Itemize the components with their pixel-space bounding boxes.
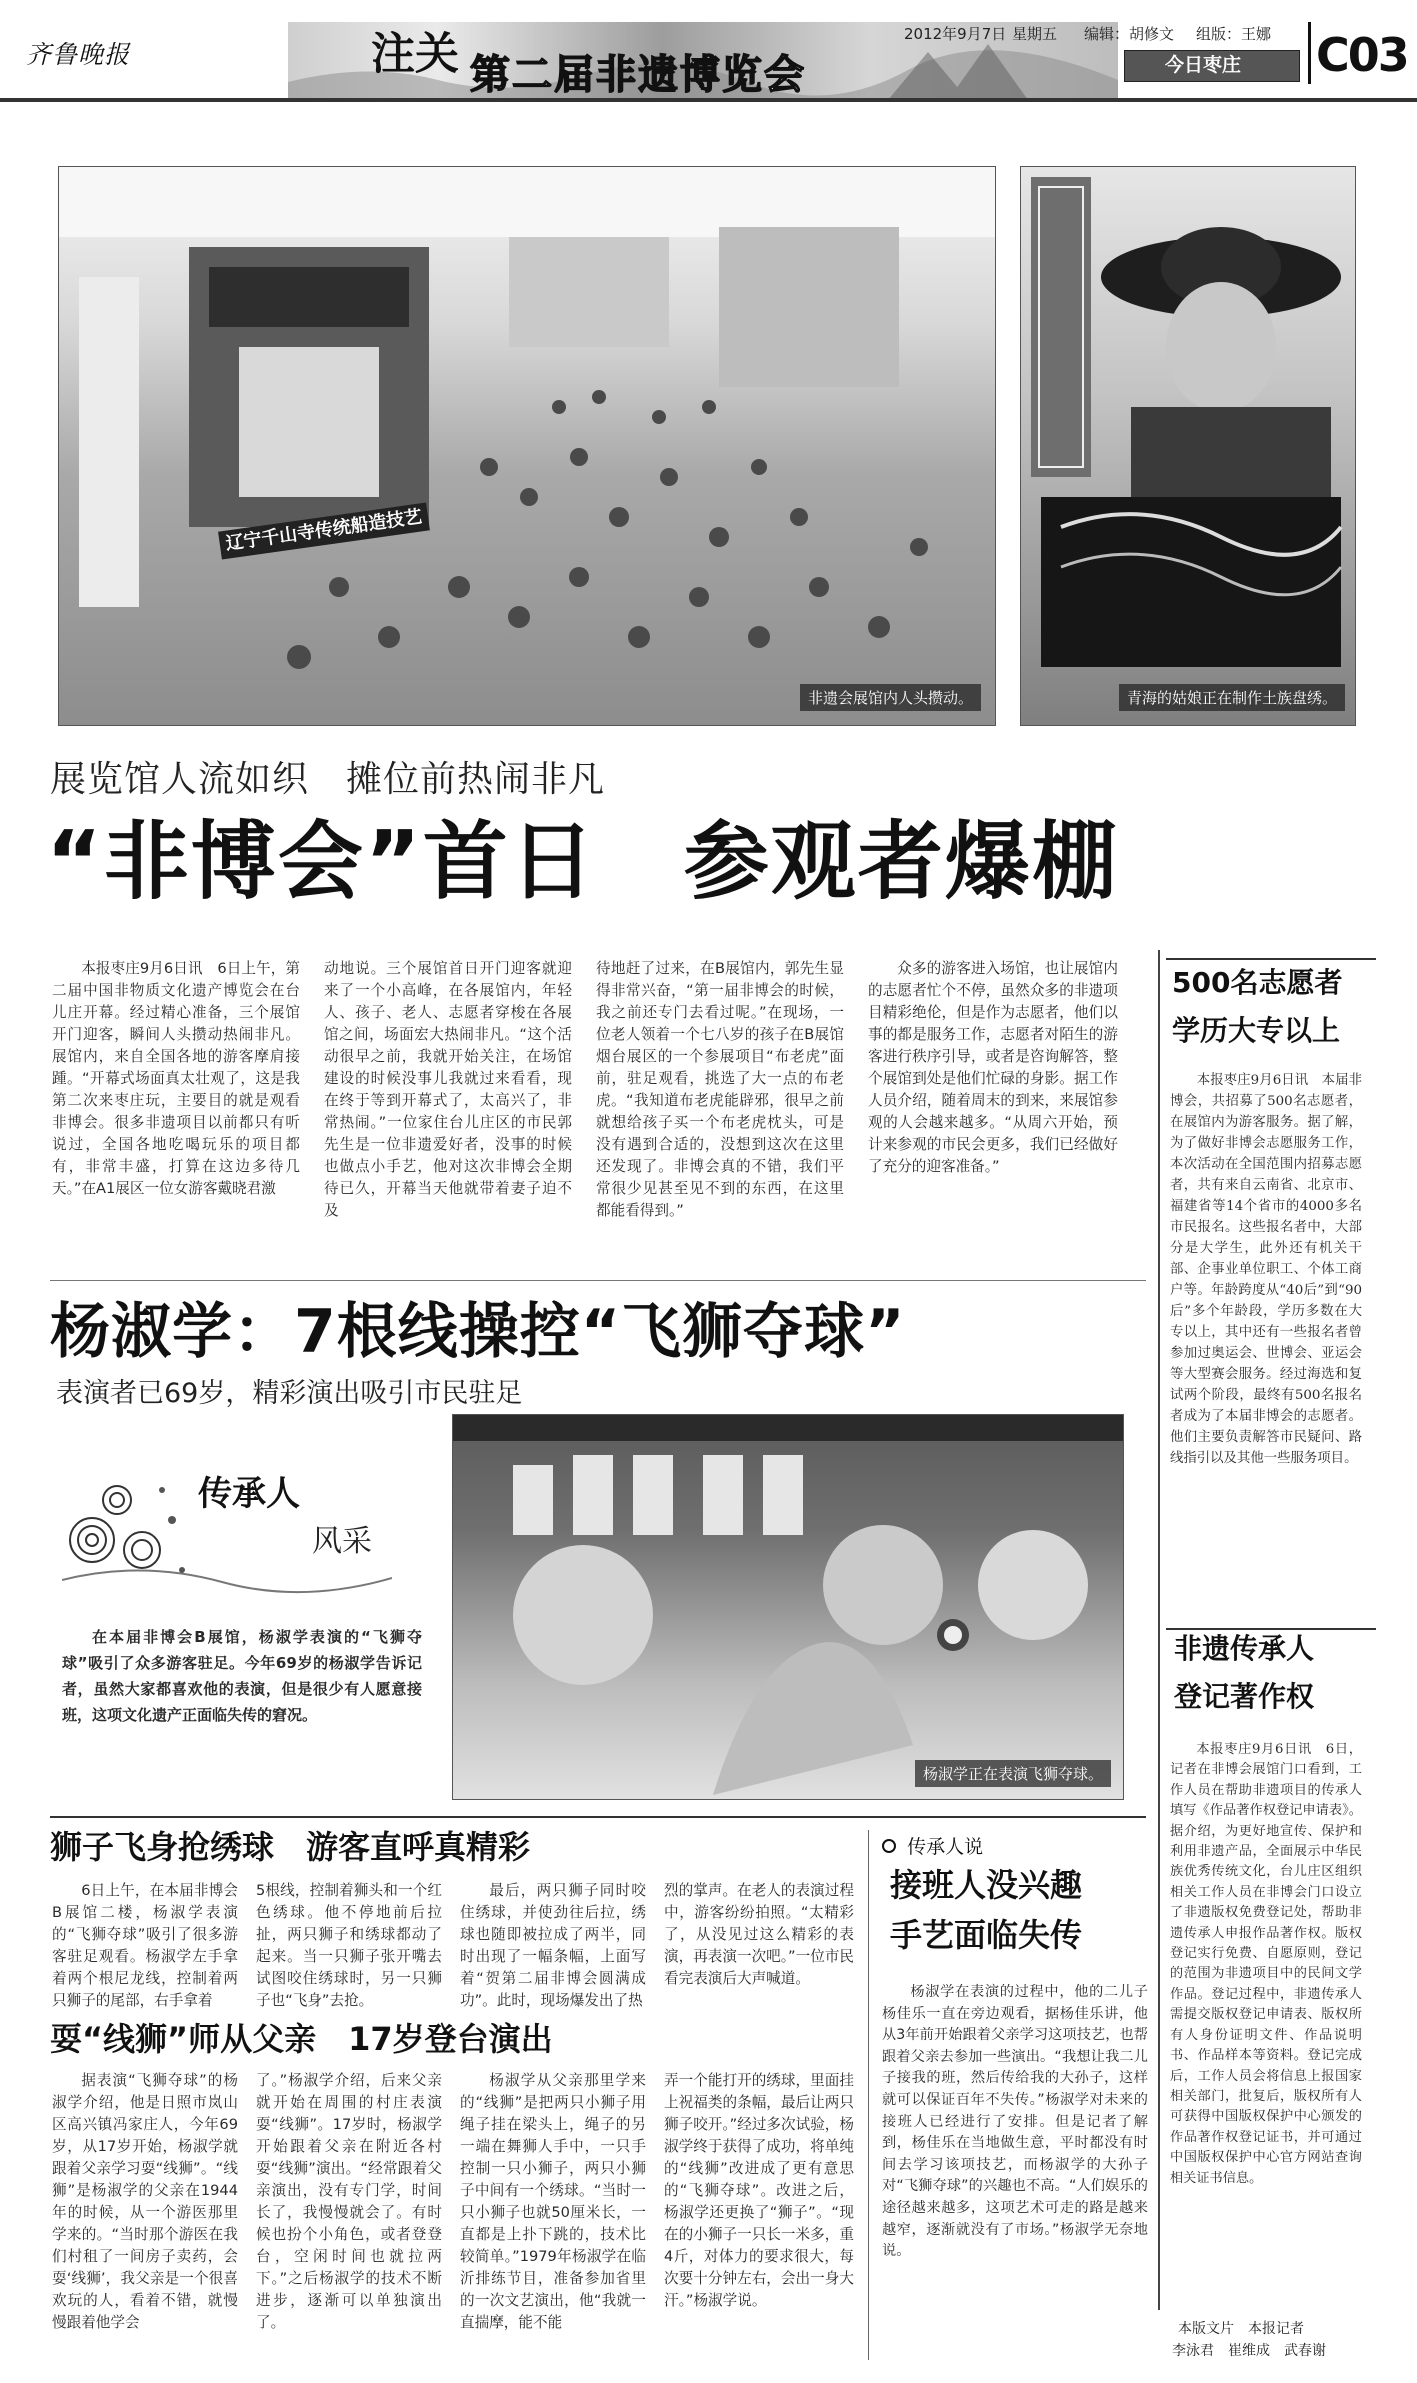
badge-text-1: 传承人 xyxy=(198,1474,300,1514)
lion-dance-photo xyxy=(452,1414,1124,1800)
side1-body: 本报枣庄9月6日讯 本届非博会，共招募了500名志愿者，在展馆内为游客服务。据了解，为了做好非博会志愿服务工作，本次活动在全国范围内招募志愿者，共有来自云南省、北京市、福建省等14个省市的4000多名市民报名。这些报名者中，大部分是大学生，此外还有机关干部、企事业单位职工、个体工商户等。年龄跨度从“40后”到“90后”多个年龄段，学历多数在大专以上，其中还有一些报名者曾参加过奥运会、世博会、亚运会等大型赛会服务。经过海选和复试两个阶段，最终有500名报名者成为了本届非博会的志愿者。他们主要负责解答市民疑问、路线指引以及其他一些服务项目。 xyxy=(1170,1073,1362,1466)
speech-bullet-icon xyxy=(882,1839,896,1853)
issue-weekday: 星期五 xyxy=(1012,25,1058,43)
page-divider xyxy=(1308,22,1311,84)
page-number: C03 xyxy=(1316,28,1408,82)
exhibition-hall-photo xyxy=(58,166,996,726)
banner-title: 第二届非遗博览会 xyxy=(470,52,806,98)
story1-kicker: 展览馆人流如织 摊位前热闹非凡 xyxy=(50,759,606,800)
section-name: 今日枣庄 xyxy=(1165,54,1242,76)
photo-credit-line2: 李泳君 崔维成 武春谢 xyxy=(1172,2343,1326,2359)
section-b-col2: 了。”杨淑学介绍，后来父亲就开始在周围的村庄表演耍“线狮”。17岁时，杨淑学开始跟着父亲在附近各村耍“线狮”演出。“经常跟着父亲演出，没有专门学，时间长了，我慢慢就会了。有时候也扮个小角色，或者登登台，空闲时间也就拉两下。”之后杨淑学的技术不断进步，逐渐可以单独演出了。 xyxy=(256,2072,442,2331)
mid-sidebar-left-rule xyxy=(868,1830,869,2360)
section-b-col1: 据表演“飞狮夺球”的杨淑学介绍，他是日照市岚山区高兴镇冯家庄人，今年69岁，从17岁开始，杨淑学就跟着父亲学习耍“线狮”。“线狮”是杨淑学的父亲在1944年的时候，从一个游医那里学来的。“当时那个游医在我们村租了一间房子卖药，会耍‘线狮’，我父亲是一个很喜欢玩的人，看着不错，就慢慢跟着他学会 xyxy=(52,2072,238,2331)
lion-dance-illustration xyxy=(453,1415,1124,1800)
issue-date: 2012年9月7日 xyxy=(904,25,1007,43)
lion-dance-caption: 杨淑学正在表演飞狮夺球。 xyxy=(915,1760,1111,1787)
mid-sidebar-body: 杨淑学在表演的过程中，他的二儿子杨佳乐一直在旁边观看，据杨佳乐讲，他从3年前开始跟着父亲学习这项技艺，也帮跟着父亲去参加一些演出。“我想让我二儿子接我的班，然后传给我的大孙子，这样就可以保证百年不失传。”杨淑学对未来的接班人已经进行了安排。但是记者了解到，杨佳乐在当地做生意，平时都没有时间去学习该项技艺，而杨淑学的大孙子对“飞狮夺球”的兴趣也不高。“人们娱乐的途径越来越多，这项艺术可走的路是越来越窄，逐渐就没有了市场。”杨淑学无奈地说。 xyxy=(882,1984,1148,2260)
story1-col4: 众多的游客进入场馆，也让展馆内的志愿者忙个不停，虽然众多的非遗项目精彩绝伦，但是作为志愿者，他们以事的都是服务工作，志愿者对陌生的游客进行秩序引导，或者是咨询解答，整个展馆到处是他们忙碌的身影。据工作人员介绍，随着周末的到来，来展馆参观的人会越来越多。“从周六开始，预计来参观的市民会更多，我们已经做好了充分的迎客准备。” xyxy=(868,960,1118,1175)
photo-credit-line1: 本版文片 本报记者 xyxy=(1178,2321,1304,2337)
section-a-col1: 6日上午，在本届非博会B展馆二楼，杨淑学表演的“飞狮夺球”吸引了很多游客驻足观看。杨淑学左手拿着两个根尼龙线，控制着两只狮子的尾部，右手拿着 xyxy=(52,1882,238,2009)
embroidery-photo xyxy=(1020,166,1356,726)
story1-bottom-rule xyxy=(50,1280,1146,1281)
side1-title-line2: 学历大专以上 xyxy=(1172,1014,1341,1047)
sidebar-left-rule xyxy=(1158,950,1160,2310)
editor-credit: 编辑：胡修文 xyxy=(1084,25,1175,43)
story1-col1: 本报枣庄9月6日讯 6日上午，第二届中国非物质文化遗产博览会在台儿庄开幕。经过精心准备，三个展馆开门迎客，瞬间人头攒动热闹非凡。展馆内，来自全国各地的游客摩肩接踵。“开幕式场面真太壮观了，这是我第二次来枣庄玩，主要目的就是观看非博会。很多非遗项目以前都只有听说过，全国各地吃喝玩乐的项目都有，非常丰盛，打算在这边多待几天。”在A1展区一位女游客戴晓君激 xyxy=(52,960,300,1197)
side1-title-line1: 500名志愿者 xyxy=(1172,966,1343,999)
section-b-col3: 杨淑学从父亲那里学来的“线狮”是把两只小狮子用绳子挂在梁头上，绳子的另一端在舞狮人手中，一只手控制一只小狮子，两只小狮子中间有一个绣球。“当时一只小狮子也就50厘米长，一直都是上扑下跳的，技术比较简单。”1979年杨淑学在临沂排练节目，准备参加省里的一次文艺演出，他“我就一直揣摩，能不能 xyxy=(460,2072,646,2331)
booth-sign: 辽宁千山寺传统船造技艺 xyxy=(218,503,430,560)
paper-name: 齐鲁晚报 xyxy=(26,40,131,69)
crowd-illustration xyxy=(59,167,996,726)
story1-headline: “非博会”首日 参观者爆棚 xyxy=(46,813,1119,912)
side2-title-line2: 登记著作权 xyxy=(1174,1680,1315,1713)
section-b-title: 耍“线狮”师从父亲 17岁登台演出 xyxy=(50,2020,553,2058)
section-a-col3: 最后，两只狮子同时咬住绣球，并使劲往后拉，绣球也随即被拉成了两半，同时出现了一幅条幅，上面写着“贺第二届非博会圆满成功”。此时，现场爆发出了热 xyxy=(460,1882,646,2009)
artisan-illustration xyxy=(1021,167,1356,726)
heritage-badge xyxy=(62,1470,392,1598)
section-a-col4: 烈的掌声。在老人的表演过程中，游客纷纷拍照。“太精彩了，从没见过这么精彩的表演，再表演一次吧。”一位市民看完表演后大声喊道。 xyxy=(664,1882,854,1987)
mid-sidebar-tag-text: 传承人说 xyxy=(907,1836,984,1858)
story2-divider xyxy=(50,1816,1146,1818)
mid-sidebar-title-line2: 手艺面临失传 xyxy=(890,1916,1083,1954)
embroidery-caption: 青海的姑娘正在制作土族盘绣。 xyxy=(1119,684,1345,711)
side2-body: 本报枣庄9月6日讯 6日，记者在非博会展馆门口看到，工作人员在帮助非遗项目的传承人填写《作品著作权登记申请表》。据介绍，为更好地宣传、保护和利用非遗产品，全面展示中华民族优秀传统文化，台儿庄区组织相关工作人员在非博会门口设立了非遗版权免费登记处，帮助非遗传承人申报作品著作权。版权登记实行免费、自愿原则，登记的范围为非遗项目中的民间文学作品。登记过程中，非遗传承人需提交版权登记申请表、版权所有人身份证明文件、作品说明书、作品样本等资料。登记完成后，工作人员会将信息上报国家相关部门，批复后，版权所有人可获得中国版权保护中心颁发的作品著作权登记证书，并可通过中国版权保护中心官方网站查询相关证书信息。 xyxy=(1170,1742,1362,2186)
story2-lead: 在本届非博会B展馆，杨淑学表演的“飞狮夺球”吸引了众多游客驻足。今年69岁的杨淑学告诉记者，虽然大家都喜欢他的表演，但是很少有人愿意接班，这项文化遗产正面临失传的窘况。 xyxy=(62,1628,422,1724)
side2-title-line1: 非遗传承人 xyxy=(1174,1632,1315,1665)
side1-top-rule xyxy=(1166,958,1376,960)
mid-sidebar-title-line1: 接班人没兴趣 xyxy=(890,1866,1083,1904)
section-b-col4: 弄一个能打开的绣球，里面挂上祝福类的条幅，最后让两只狮子咬开。”经过多次试验，杨淑学终于获得了成功，将单纯的“线狮”改进成了更有意思的“飞狮夺球”。改进之后，杨淑学还更换了“狮子”。“现在的小狮子一只长一米多，重4斤，对体力的要求很大，每次要十分钟左右，会出一身大汗。”杨淑学说。 xyxy=(664,2072,854,2309)
masthead xyxy=(0,0,1417,100)
story1-col2: 动地说。三个展馆首日开门迎客就迎来了一个小高峰，在各展馆内，年轻人、孩子、老人、志愿者穿梭在各展馆之间，场面宏大热闹非凡。“这个活动很早之前，我就开始关注，在场馆建设的时候没事儿我就过来看看，现在终于等到开幕式了，太高兴了，非常热闹。”一位家住台儿庄区的市民郭先生是一位非遗爱好者，没事的时候也做点小手艺，他对这次非博会全期待已久，开幕当天他就带着妻子迫不及 xyxy=(324,960,572,1219)
masthead-rule xyxy=(0,98,1417,102)
hall-photo-caption: 非遗会展馆内人头攒动。 xyxy=(800,684,981,711)
story2-subhead: 表演者已69岁，精彩演出吸引市民驻足 xyxy=(56,1378,523,1409)
section-a-col2: 5根线，控制着狮头和一个红色绣球。他不停地前后拉扯，两只狮子和绣球都动了起来。当一只狮子张开嘴去试图咬住绣球时，另一只狮子也“飞身”去抢。 xyxy=(256,1882,442,2009)
story2-headline: 杨淑学：7根线操控“飞狮夺球” xyxy=(50,1297,906,1367)
focus-label: 关注 xyxy=(363,30,458,68)
section-a-title: 狮子飞身抢绣球 游客直呼真精彩 xyxy=(50,1828,531,1866)
layout-credit: 组版：王娜 xyxy=(1196,25,1272,43)
story1-col3: 待地赶了过来，在B展馆内，郭先生显得非常兴奋，“第一届非博会的时候，我之前还专门去看过呢。”在现场，一位老人领着一个七八岁的孩子在B展馆烟台展区的一个参展项目“布老虎”面前，驻足观看，挑选了大一点的布老虎。“我知道布老虎能辟邪，很早之前就想给孩子买一个布老虎枕头，可是没有遇到合适的，没想到这次在这里还发现了。非博会真的不错，我们平常很少见甚至见不到的东西，在这里都能看得到。” xyxy=(596,960,844,1219)
mid-sidebar-tag xyxy=(882,1832,983,1858)
badge-text-2: 风采 xyxy=(312,1524,372,1559)
